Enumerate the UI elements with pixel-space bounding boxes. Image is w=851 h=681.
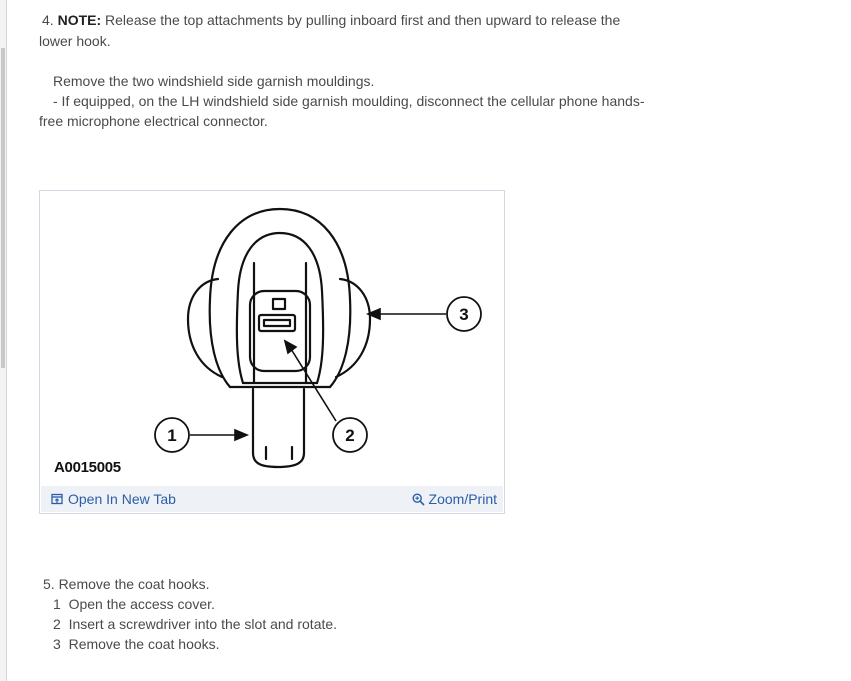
step4-substep-line1: - If equipped, on the LH windshield side garnish moulding, disconnect the cellular phone hands- [53,93,645,109]
callout-2: 2 [345,426,355,445]
step5-item-text: Remove the coat hooks. [68,636,220,652]
step5-item-number: 2 [53,616,61,632]
step4-number: 4. [42,12,54,28]
coat-hook-illustration [40,191,504,487]
open-new-tab-icon [51,493,63,505]
step5-item-number: 3 [53,636,61,652]
left-scrollbar[interactable] [0,0,7,681]
step4-note-line2: lower hook. [39,33,111,49]
figure-id-label: A0015005 [54,459,121,476]
note-text: Release the top attachments by pulling inboard first and then upward to release the [105,12,621,28]
step5-heading: 5. Remove the coat hooks. [43,576,210,592]
scrollbar-thumb[interactable] [1,48,5,368]
callout-1: 1 [167,426,177,445]
zoom-print-link[interactable] [412,491,497,507]
arrow-2 [285,341,296,353]
hook-right-wing [336,279,370,377]
zoom-print-label: Zoom/Print [428,491,497,507]
callout-3: 3 [459,305,469,324]
figure-toolbar [41,486,503,512]
step4-note-line1 [42,10,620,30]
step5-item-text: Open the access cover. [68,596,215,612]
illustration-figure [39,190,505,514]
step5-item-number: 1 [53,596,61,612]
step5-item [53,594,215,614]
step5-item [53,634,220,654]
top-tab [273,299,285,309]
step4-substep-line2: free microphone electrical connector. [39,113,268,129]
step5-item [53,614,337,634]
zoom-magnifier-icon [412,493,424,505]
step5-item-text: Insert a screwdriver into the slot and rotate. [68,616,338,632]
step4-instruction: Remove the two windshield side garnish mouldings. [53,73,375,89]
note-label: NOTE: [57,12,102,28]
open-new-tab-label: Open In New Tab [68,491,176,507]
lower-hook-stem [253,389,304,467]
open-new-tab-link[interactable] [51,491,176,507]
arrow-1 [235,430,247,440]
